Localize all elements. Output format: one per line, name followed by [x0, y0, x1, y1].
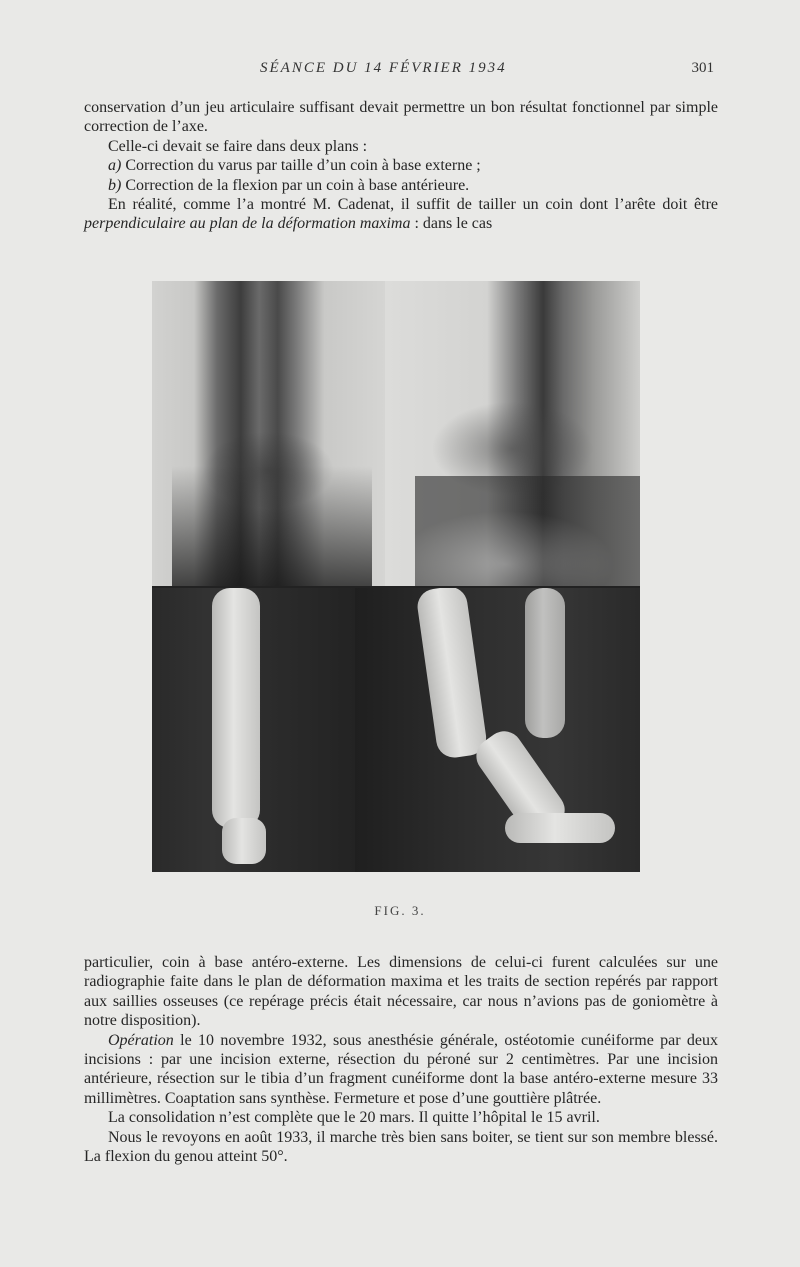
list-marker: a)	[108, 157, 122, 175]
running-title: SÉANCE DU 14 FÉVRIER 1934	[260, 60, 507, 76]
italic-emphasis: perpendiculaire au plan de la déformation maxima	[84, 215, 411, 233]
list-item-text: Correction de la flexion par un coin à base antérieure.	[121, 176, 470, 194]
paragraph-continuation	[84, 98, 718, 137]
paragraph-text: : dans le cas	[410, 215, 493, 233]
paragraph-operation	[84, 1031, 718, 1109]
photo-leg-side	[355, 588, 640, 872]
paragraph-followup	[84, 1128, 718, 1167]
paragraph-text: Nous le revoyons en août 1933, il marche très bien sans boiter, se tient sur son membre blessé. La flexion du genou atteint 50°.	[84, 1128, 718, 1166]
list-item-a	[84, 156, 718, 175]
leg-shape	[212, 588, 260, 828]
leg-shape	[415, 588, 488, 760]
paragraph-reality	[84, 195, 718, 234]
paragraph-text: Celle-ci devait se faire dans deux plans :	[108, 137, 368, 155]
paragraph-text: particulier, coin à base antéro-externe. Les dimensions de celui-ci furent calculées sur une radiographie faite dans le plan de déformation maxima et les traits de section repérés par rapport aux saillies osseuses (ce repérage précis était nécessaire, car nous n’avions pas de goniomètre à notre disposition).	[84, 954, 718, 1030]
foot-shape	[222, 818, 266, 864]
xray-knee-front	[152, 281, 385, 586]
figure-caption: FIG. 3.	[374, 903, 426, 918]
top-text-block	[84, 98, 718, 234]
italic-emphasis: Opération	[108, 1031, 174, 1049]
paragraph-text: En réalité, comme l’a montré M. Cadenat, il suffit de tailler un coin dont l’arête doit être	[108, 196, 718, 214]
xray-knee-side	[385, 281, 640, 586]
figure-3	[152, 281, 640, 872]
list-item-text: Correction du varus par taille d’un coin à base externe ;	[121, 157, 481, 175]
list-marker: b)	[108, 176, 122, 194]
paragraph-text: conservation d’un jeu articulaire suffisant devait permettre un bon résultat fonctionnel par simple correction de l’axe.	[84, 99, 718, 136]
paragraph-consolidation	[84, 1108, 718, 1127]
paragraph-planes	[84, 137, 718, 156]
photo-leg-front	[152, 588, 355, 872]
paragraph-text: La consolidation n’est complète que le 20 mars. Il quitte l’hôpital le 15 avril.	[108, 1109, 600, 1127]
page-number: 301	[691, 60, 714, 76]
paragraph-wedge	[84, 953, 718, 1031]
bottom-text-block	[84, 953, 718, 1166]
leg-shape	[525, 588, 565, 738]
running-head	[0, 60, 800, 80]
list-item-b	[84, 176, 718, 195]
foot-shape	[505, 813, 615, 843]
paragraph-text: le 10 novembre 1932, sous anesthésie générale, ostéotomie cunéiforme par deux incisions : par une incision externe, résection du péroné sur 2 centimètres. Par une incision antérieure, résection sur le tibia d’un fragment cunéiforme dont la base antéro-externe mesure 33 millimètres. Coaptation sans synthèse. Fermeture et pose d’une gouttière plâtrée.	[84, 1031, 718, 1107]
